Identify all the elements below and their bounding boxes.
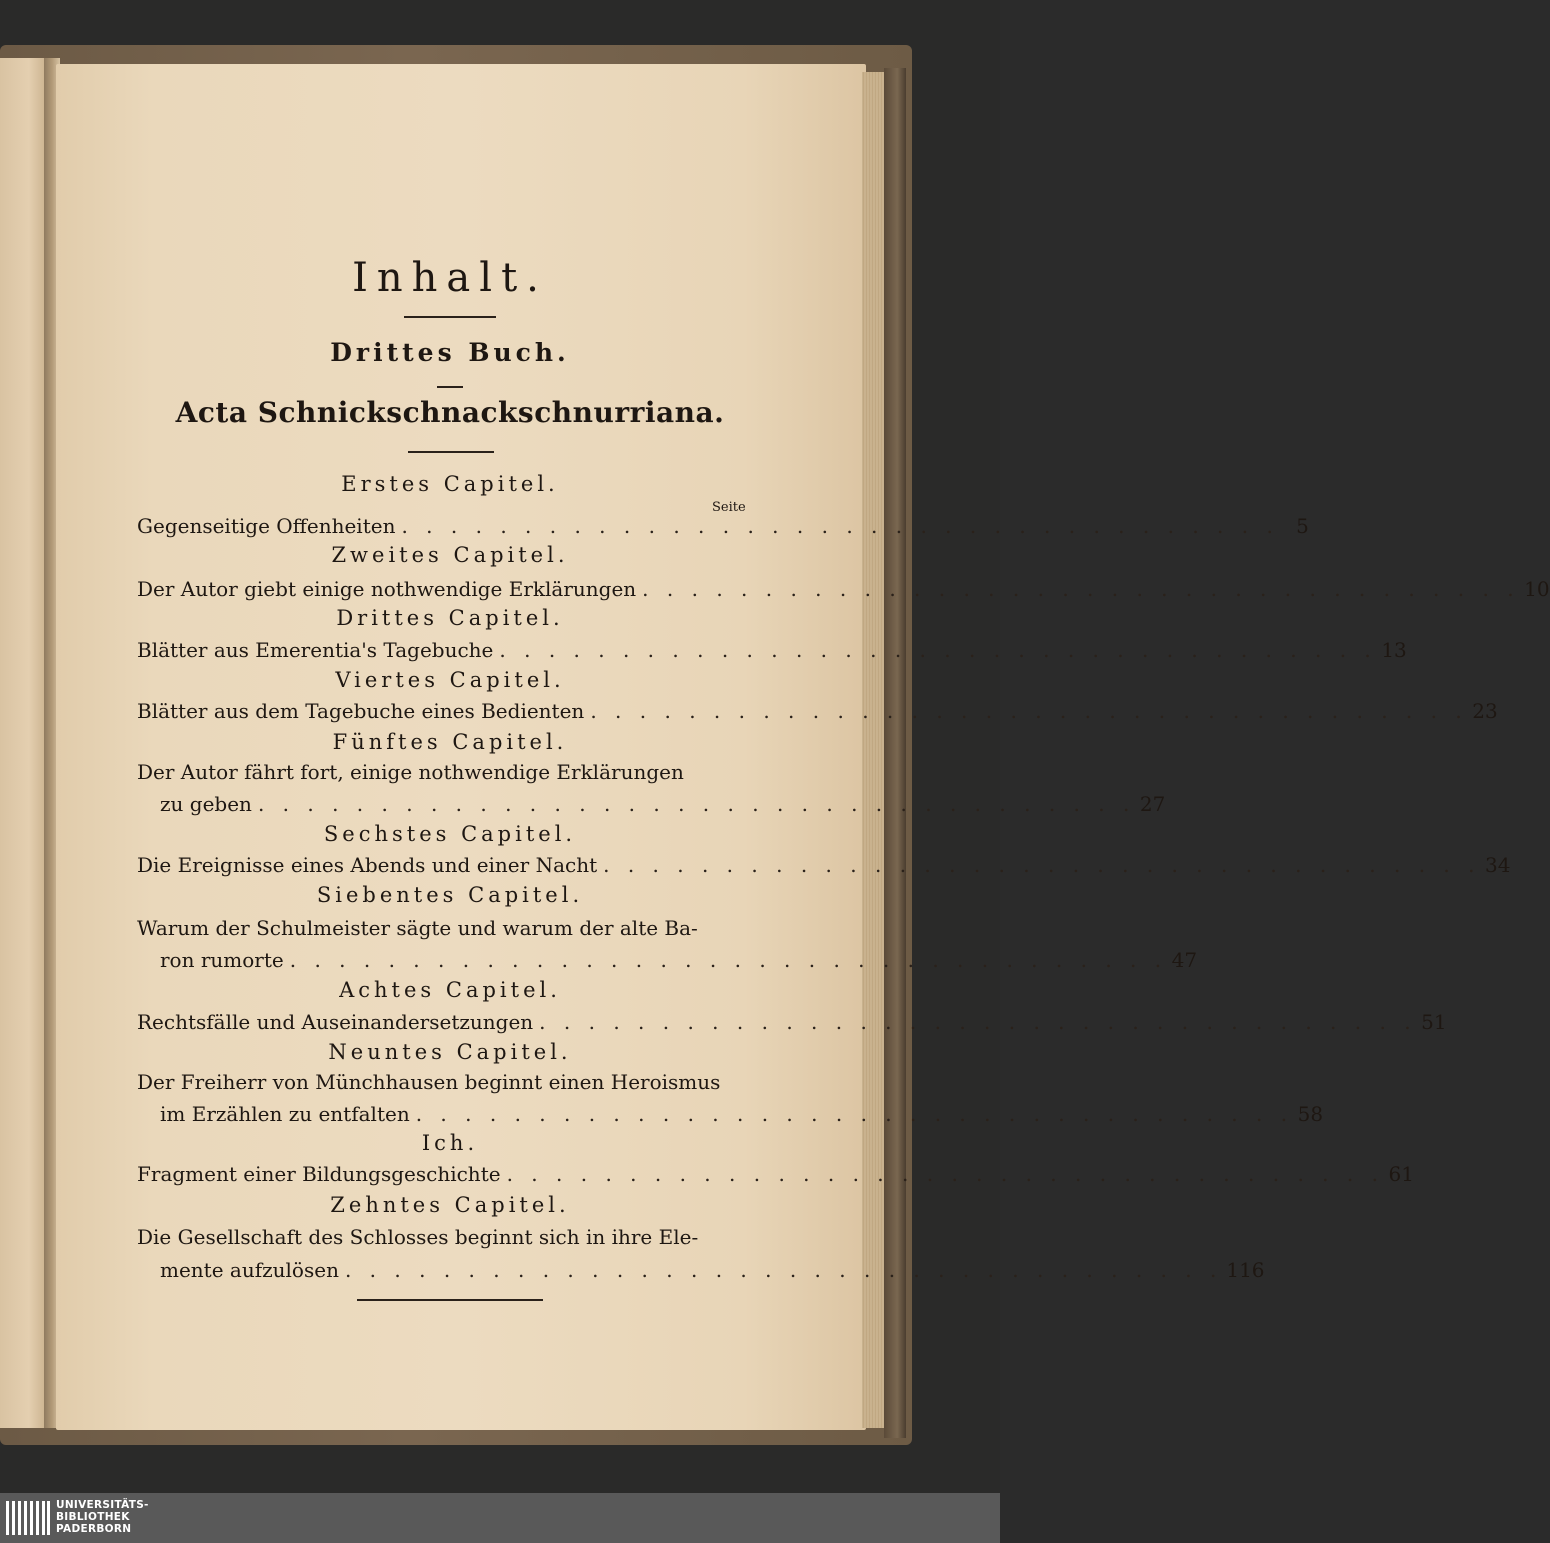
chapter-heading: Siebentes Capitel.	[316, 883, 584, 907]
entry-title: Blätter aus dem Tagebuche eines Bedienten	[137, 699, 585, 723]
leader-dots: . . . . . . . . . . . . . . . . . . . . . . . . . . . . . . . . . . . .	[415, 1102, 1294, 1126]
library-footer	[0, 1493, 1000, 1543]
leader-dots: . . . . . . . . . . . . . . . . . . . . . . . . . . . . . . . . . . . .	[506, 1162, 1384, 1186]
entry-title-continued: zu geben	[160, 792, 252, 816]
library-name-line: PADERBORN	[56, 1523, 132, 1535]
toc-entry[interactable]	[160, 1258, 1265, 1282]
entry-title-line: Der Freiherr von Münchhausen beginnt einen Heroismus	[137, 1070, 721, 1094]
library-name-line: BIBLIOTHEK	[56, 1511, 130, 1523]
page-title: Inhalt.	[352, 255, 548, 301]
entry-title-line: Die Gesellschaft des Schlosses beginnt sich in ihre Ele-	[137, 1225, 699, 1249]
entry-page-number: 47	[1171, 948, 1198, 972]
entry-title-continued: im Erzählen zu entfalten	[160, 1102, 410, 1126]
entry-page-number: 58	[1297, 1102, 1324, 1126]
entry-page-number: 116	[1226, 1258, 1265, 1282]
leader-dots: . . . . . . . . . . . . . . . . . . . . . . . . . . . . . . . . . . . .	[539, 1010, 1417, 1034]
entry-page-number: 27	[1139, 792, 1166, 816]
end-rule	[357, 1299, 543, 1301]
leader-dots: . . . . . . . . . . . . . . . . . . . . . . . . . . . . . . . . . . . .	[642, 577, 1520, 601]
section-subtitle: Acta Schnickschnackschnurriana.	[175, 396, 725, 429]
entry-title: Der Autor giebt einige nothwendige Erklärungen	[137, 577, 637, 601]
entry-title: Gegenseitige Offenheiten	[137, 514, 396, 538]
subtitle-rule	[408, 451, 494, 453]
chapter-heading: Zweites Capitel.	[331, 543, 569, 567]
entry-title-continued: ron rumorte	[160, 948, 284, 972]
entry-title: Blätter aus Emerentia's Tagebuche	[137, 638, 494, 662]
toc-entry[interactable]	[160, 948, 1198, 972]
toc-entry[interactable]	[137, 577, 1550, 601]
short-rule	[437, 386, 463, 388]
library-name-line: UNIVERSITÄTS-	[56, 1499, 149, 1511]
entry-title: Die Ereignisse eines Abends und einer Nacht	[137, 853, 598, 877]
chapter-heading: Achtes Capitel.	[339, 978, 561, 1002]
entry-title-continued: mente aufzulösen	[160, 1258, 339, 1282]
entry-title-line: Warum der Schulmeister sägte und warum der alte Ba-	[137, 916, 698, 940]
leader-dots: . . . . . . . . . . . . . . . . . . . . . . . . . . . . . . . . . . . .	[401, 514, 1279, 538]
book-heading: Drittes Buch.	[330, 338, 570, 367]
entry-title: Fragment einer Bildungsgeschichte	[137, 1162, 501, 1186]
toc-entry[interactable]	[137, 638, 1407, 662]
chapter-heading: Sechstes Capitel.	[323, 822, 577, 846]
toc-entry[interactable]	[137, 514, 1309, 538]
title-rule	[404, 316, 496, 318]
toc-entry[interactable]	[160, 792, 1166, 816]
leader-dots: . . . . . . . . . . . . . . . . . . . . . . . . . . . . . . . . . . . .	[344, 1258, 1223, 1282]
leader-dots: . . . . . . . . . . . . . . . . . . . . . . . . . . . . . . . . . . . .	[289, 948, 1168, 972]
leader-dots: . . . . . . . . . . . . . . . . . . . . . . . . . . . . . . . . . . . .	[257, 792, 1136, 816]
entry-page-number: 10	[1524, 577, 1550, 601]
entry-page-number: 61	[1388, 1162, 1414, 1186]
entry-page-number: 23	[1472, 699, 1498, 723]
leader-dots: . . . . . . . . . . . . . . . . . . . . . . . . . . . . . . . . . . . .	[590, 699, 1468, 723]
entry-page-number: 13	[1381, 638, 1407, 662]
toc-entry[interactable]	[137, 853, 1511, 877]
chapter-heading: Neuntes Capitel.	[328, 1040, 572, 1064]
entry-title-line: Der Autor fährt fort, einige nothwendige Erklärungen	[137, 760, 684, 784]
chapter-heading: Drittes Capitel.	[336, 606, 564, 630]
toc-entry[interactable]	[137, 1010, 1447, 1034]
chapter-heading: Viertes Capitel.	[335, 668, 565, 692]
toc-entry[interactable]	[137, 699, 1498, 723]
leader-dots: . . . . . . . . . . . . . . . . . . . . . . . . . . . . . . . . . . . .	[499, 638, 1377, 662]
chapter-heading: Erstes Capitel.	[341, 472, 559, 496]
toc-entry[interactable]	[137, 1162, 1414, 1186]
page-column-label: Seite	[712, 500, 746, 515]
library-name	[56, 1499, 149, 1535]
entry-page-number: 51	[1421, 1010, 1447, 1034]
leader-dots: . . . . . . . . . . . . . . . . . . . . . . . . . . . . . . . . . . . .	[603, 853, 1481, 877]
chapter-heading: Ich.	[421, 1131, 479, 1155]
toc-entry[interactable]	[160, 1102, 1324, 1126]
entry-page-number: 34	[1485, 853, 1511, 877]
library-logo-icon	[6, 1501, 50, 1535]
chapter-heading: Fünftes Capitel.	[332, 730, 568, 754]
entry-title: Rechtsfälle und Auseinandersetzungen	[137, 1010, 534, 1034]
entry-page-number: 5	[1296, 514, 1309, 538]
chapter-heading: Zehntes Capitel.	[330, 1193, 570, 1217]
